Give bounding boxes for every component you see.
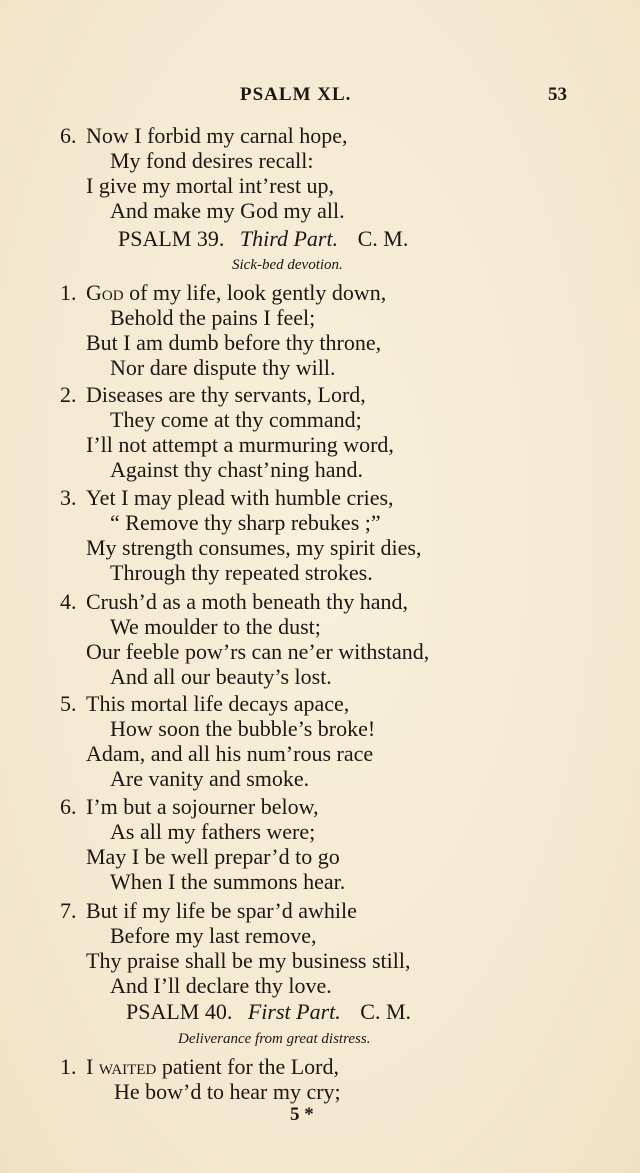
page-number: 53 bbox=[548, 84, 567, 105]
verse-line: May I be well prepar’d to go bbox=[86, 844, 340, 869]
stanza-number: 5. bbox=[60, 691, 77, 716]
psalm-meter: C. M. bbox=[357, 226, 409, 251]
verse-line: Diseases are thy servants, Lord, bbox=[86, 382, 366, 407]
verse-line: And I’ll declare thy love. bbox=[110, 973, 332, 998]
verse-line: Against thy chast’ning hand. bbox=[110, 457, 363, 482]
stanza-number: 4. bbox=[60, 589, 77, 614]
stanza-number: 6. bbox=[60, 794, 77, 819]
verse-line: And make my God my all. bbox=[110, 198, 345, 223]
verse-line: And all our beauty’s lost. bbox=[110, 664, 332, 689]
verse-line: Behold the pains I feel; bbox=[110, 305, 316, 330]
verse-text: patient for the Lord, bbox=[156, 1054, 339, 1079]
verse-line: Adam, and all his num’rous race bbox=[86, 741, 374, 766]
psalm-subtitle: Sick-bed devotion. bbox=[232, 257, 343, 273]
running-title: PSALM XL. bbox=[240, 84, 352, 105]
verse-line: Before my last remove, bbox=[110, 923, 317, 948]
verse-line: Are vanity and smoke. bbox=[110, 766, 310, 791]
psalm-title: PSALM 40. bbox=[126, 999, 233, 1024]
verse-line: But if my life be spar’d awhile bbox=[86, 898, 357, 923]
verse-line: I’ll not attempt a murmuring word, bbox=[86, 432, 394, 457]
verse-line: Through thy repeated strokes. bbox=[110, 560, 373, 585]
stanza-number: 1. bbox=[60, 280, 77, 305]
verse-line: But I am dumb before thy throne, bbox=[86, 330, 382, 355]
verse-line bbox=[86, 1054, 339, 1079]
stanza-number: 2. bbox=[60, 382, 77, 407]
verse-line: Thy praise shall be my business still, bbox=[86, 948, 411, 973]
verse-line: When I the summons hear. bbox=[110, 869, 346, 894]
stanza-number: 7. bbox=[60, 898, 77, 923]
verse-line: Yet I may plead with humble cries, bbox=[86, 485, 394, 510]
first-word: God bbox=[86, 280, 124, 305]
psalm-title: PSALM 39. bbox=[118, 226, 225, 251]
verse-line: Now I forbid my carnal hope, bbox=[86, 123, 348, 148]
verse-line: How soon the bubble’s broke! bbox=[110, 716, 376, 741]
running-head bbox=[0, 84, 640, 110]
first-word: I waited bbox=[86, 1054, 157, 1079]
verse-line: My strength consumes, my spirit dies, bbox=[86, 535, 422, 560]
psalm-subtitle: Deliverance from great distress. bbox=[178, 1031, 371, 1047]
verse-line: Our feeble pow’rs can ne’er withstand, bbox=[86, 639, 430, 664]
stanza-number: 1. bbox=[60, 1054, 77, 1079]
verse-line: We moulder to the dust; bbox=[110, 614, 321, 639]
verse-line: I’m but a sojourner below, bbox=[86, 794, 319, 819]
verse-text: of my life, look gently down, bbox=[123, 280, 387, 305]
psalm-part: First Part. bbox=[247, 999, 341, 1024]
verse-line: Nor dare dispute thy will. bbox=[110, 355, 336, 380]
psalm-heading bbox=[118, 226, 408, 252]
stanza-number: 3. bbox=[60, 485, 77, 510]
psalm-part: Third Part. bbox=[239, 226, 339, 251]
verse-line: I give my mortal int’rest up, bbox=[86, 173, 335, 198]
verse-line: This mortal life decays apace, bbox=[86, 691, 350, 716]
verse-line: As all my fathers were; bbox=[110, 819, 316, 844]
verse-line: Crush’d as a moth beneath thy hand, bbox=[86, 589, 408, 614]
stanza-number: 6. bbox=[60, 123, 77, 148]
psalm-meter: C. M. bbox=[360, 999, 412, 1024]
verse-line: They come at thy command; bbox=[110, 407, 362, 432]
verse-line: He bow’d to hear my cry; bbox=[114, 1079, 341, 1104]
verse-line: My fond desires recall: bbox=[110, 148, 314, 173]
verse-line bbox=[86, 280, 386, 305]
psalm-heading bbox=[126, 999, 411, 1025]
signature-mark: 5 * bbox=[290, 1104, 314, 1125]
verse-line: “ Remove thy sharp rebukes ;” bbox=[110, 510, 381, 535]
